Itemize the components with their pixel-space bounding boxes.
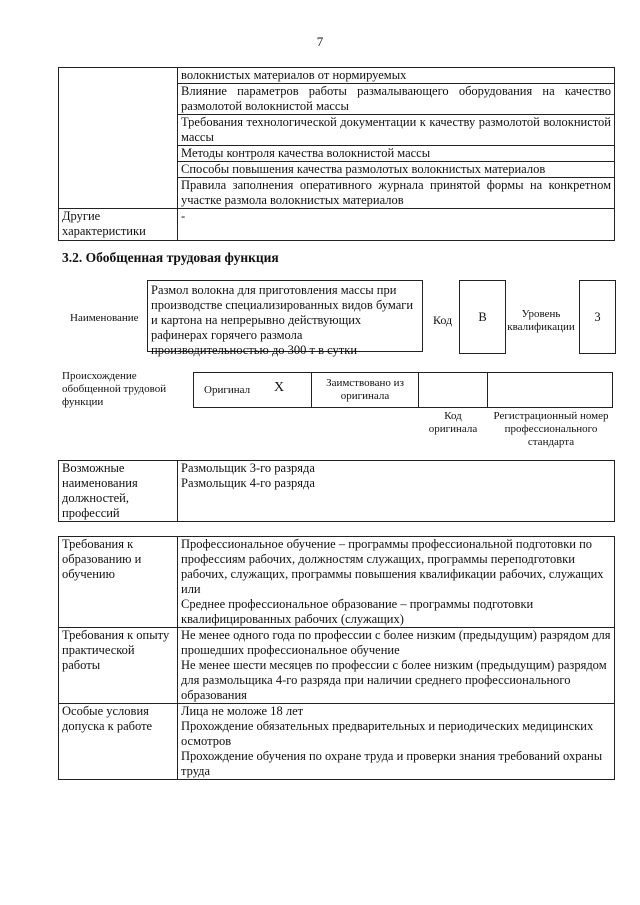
code-value: B	[459, 280, 506, 354]
registration-number-caption: Регистрационный номер профессионального стандарта	[493, 410, 609, 448]
origin-divider	[418, 372, 419, 408]
position-item: Размольщик 3-го разряда	[181, 461, 315, 475]
requirement-line: Прохождение обучения по охране труда и проверки знания требований охраны труда	[181, 749, 603, 778]
education-value	[178, 537, 615, 628]
function-name-value: Размол волокна для приготовления массы при производстве специализированных видов бумаги и картона на непрерывно действующих рафинерах горячего размола производительностью до 300 т в сутки	[147, 280, 423, 352]
experience-value	[178, 628, 615, 704]
other-characteristics-value: -	[178, 209, 615, 241]
section-heading: 3.2. Обобщенная трудовая функция	[62, 250, 279, 265]
positions-table	[58, 460, 615, 522]
empty-label-cell	[59, 68, 178, 209]
knowledge-row: Способы повышения качества размолотых волокнистых материалов	[178, 162, 615, 178]
positions-label: Возможные наименования должностей, профессий	[59, 461, 178, 522]
education-label: Требования к образованию и обучению	[59, 537, 178, 628]
requirement-line: Не менее одного года по профессии с более низким (предыдущим) разрядом для прошедших профессиональное обучение	[181, 628, 611, 657]
borrowed-label: Заимствовано из оригинала	[326, 377, 404, 402]
knowledge-row: Методы контроля качества волокнистой массы	[178, 146, 615, 162]
requirement-line: или	[181, 582, 201, 596]
level-label: Уровень квалификации	[507, 308, 575, 333]
original-mark: X	[274, 380, 285, 395]
requirement-line: Прохождение обязательных предварительных и периодических медицинских осмотров	[181, 719, 594, 748]
level-value: 3	[579, 280, 616, 354]
origin-divider	[487, 372, 488, 408]
requirement-line: Не менее шести месяцев по профессии с более низким (предыдущим) разрядом для размольщика 4-го разряда при наличии среднего профессионального образования	[181, 658, 607, 702]
special-conditions-value	[178, 704, 615, 780]
origin-divider	[311, 372, 312, 408]
position-item: Размольщик 4-го разряда	[181, 476, 315, 490]
origin-label: Происхождение обобщенной трудовой функции	[62, 370, 167, 408]
code-original-caption: Код оригинала	[428, 410, 478, 435]
positions-values	[178, 461, 615, 522]
function-name-label: Наименование	[70, 312, 139, 324]
requirements-table	[58, 536, 615, 780]
requirement-line: Лица не моложе 18 лет	[181, 704, 304, 718]
original-label: Оригинал	[204, 384, 251, 396]
requirement-line: Среднее профессиональное образование – программы подготовки квалифицированных рабочих (служащих)	[181, 597, 534, 626]
special-conditions-label: Особые условия допуска к работе	[59, 704, 178, 780]
knowledge-table	[58, 67, 615, 241]
other-characteristics-label: Другие характеристики	[59, 209, 178, 241]
requirement-line: Профессиональное обучение – программы профессиональной подготовки по профессиям рабочих, должностям служащих, программы переподготовки рабочих, служащих, программы повышения квалификации рабочих, служащих	[181, 537, 604, 581]
code-label: Код	[433, 313, 453, 327]
knowledge-row: Требования технологической документации к качеству размолотой волокнистой массы	[178, 115, 615, 146]
knowledge-row: Правила заполнения оперативного журнала принятой формы на конкретном участке размола волокнистых материалов	[178, 178, 615, 209]
knowledge-row: Влияние параметров работы размалывающего оборудования на качество размолотой волокнистой массы	[178, 84, 615, 115]
page-number: 7	[316, 34, 324, 49]
experience-label: Требования к опыту практической работы	[59, 628, 178, 704]
knowledge-row: волокнистых материалов от нормируемых	[178, 68, 615, 84]
